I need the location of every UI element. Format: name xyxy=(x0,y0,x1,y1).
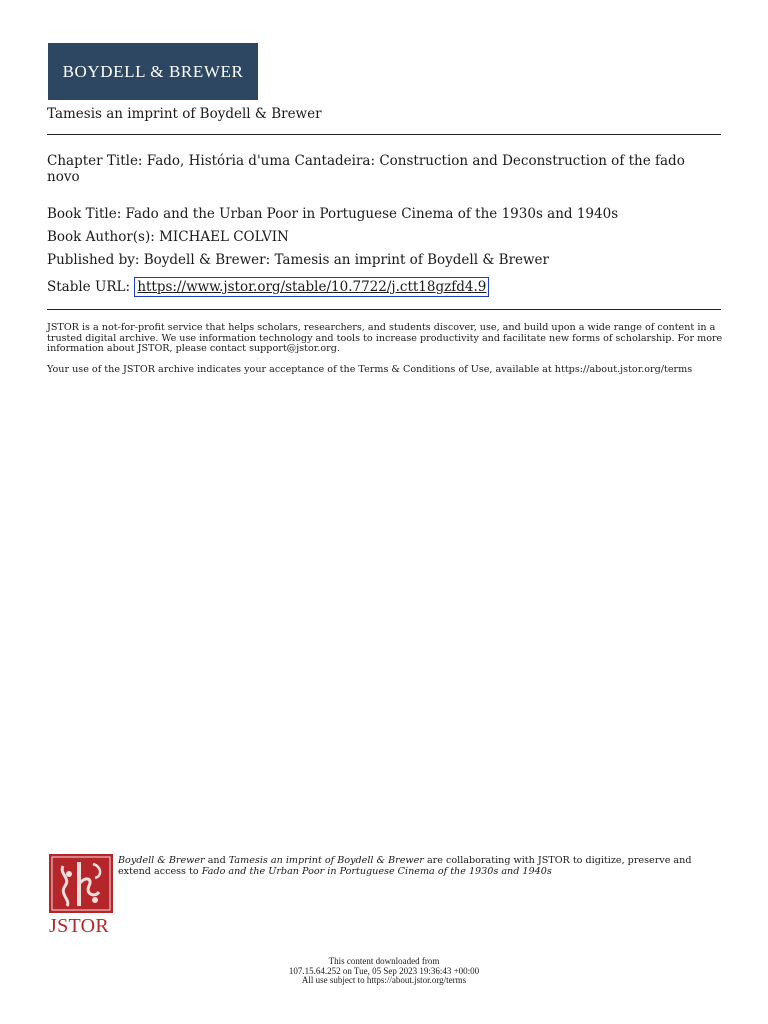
collaboration-statement xyxy=(118,856,698,877)
chapter-title: Chapter Title: Fado, História d'uma Cantadeira: Construction and Deconstruction of the fado novo xyxy=(47,153,685,185)
metadata-divider xyxy=(47,309,721,310)
publisher-line: Tamesis an imprint of Boydell & Brewer xyxy=(47,106,322,122)
collab-imprint: Tamesis an imprint of Boydell & Brewer xyxy=(228,855,424,866)
collab-text: are collaborating with JSTOR to digitize, preserve and extend access to xyxy=(118,855,692,877)
jstor-notice: JSTOR is a not-for-profit service that helps scholars, researchers, and students discover, use, and build upon a wide range of content in a trusted digital archive. We use information technology and tools to increase productivity and facilitate new forms of scholarship. For more information about JSTOR, please contact support@jstor.org. xyxy=(47,322,723,355)
collab-and: and xyxy=(204,855,229,866)
jstor-logo xyxy=(49,854,115,936)
collab-publisher: Boydell & Brewer xyxy=(118,855,205,866)
footer-line-2: 107.15.64.252 on Tue, 05 Sep 2023 19:36:43 +00:00 xyxy=(288,965,480,976)
collab-book-title: Fado and the Urban Poor in Portuguese Cinema of the 1930s and 1940s xyxy=(201,865,552,877)
jstor-emblem-icon xyxy=(49,854,113,913)
book-authors: Book Author(s): MICHAEL COLVIN xyxy=(47,229,289,245)
download-footer xyxy=(0,957,768,986)
footer-line-1: This content downloaded from xyxy=(328,956,440,966)
logo-text: BOYDELL & BREWER xyxy=(62,61,244,81)
footer-line-3: All use subject to https://about.jstor.org/terms xyxy=(301,975,467,985)
header-divider xyxy=(47,134,721,135)
stable-url-link[interactable]: https://www.jstor.org/stable/10.7722/j.ctt18gzfd4.9 xyxy=(134,277,489,297)
stable-url-row xyxy=(47,277,489,297)
boydell-brewer-logo xyxy=(48,43,258,100)
published-by: Published by: Boydell & Brewer: Tamesis an imprint of Boydell & Brewer xyxy=(47,252,550,268)
jstor-emblem xyxy=(49,854,113,913)
jstor-wordmark: JSTOR xyxy=(49,915,110,937)
stable-url-label: Stable URL: xyxy=(47,279,135,295)
book-title: Book Title: Fado and the Urban Poor in Portuguese Cinema of the 1930s and 1940s xyxy=(47,206,619,222)
terms-notice: Your use of the JSTOR archive indicates your acceptance of the Terms & Conditions of Use, available at https://about.jstor.org/terms xyxy=(47,364,693,375)
